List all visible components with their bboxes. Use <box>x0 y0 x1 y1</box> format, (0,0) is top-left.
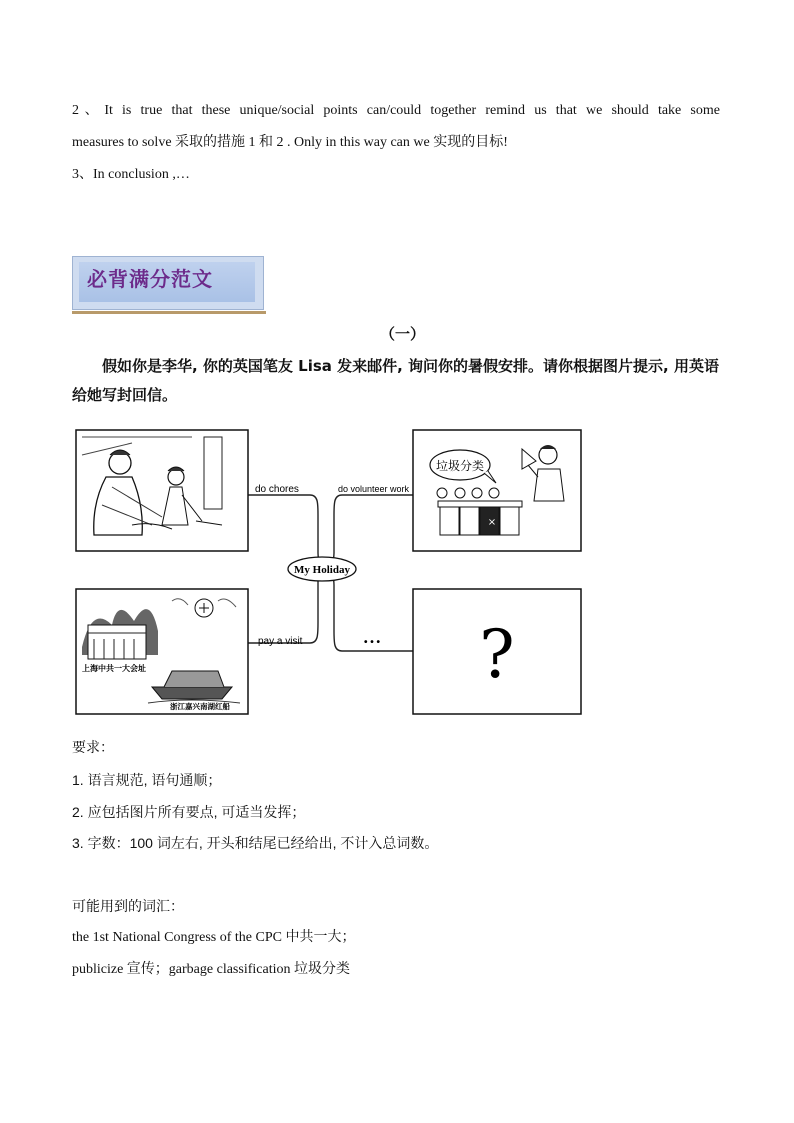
center-label: My Holiday <box>294 564 350 576</box>
center-node <box>288 557 356 581</box>
task-prompt: 假如你是李华, 你的英国笔友 Lisa 发来邮件, 询问你的暑假安排。请你根据图片提示, 用英语给她写封回信。 <box>72 357 719 404</box>
chores-picture <box>76 430 248 551</box>
question-mark: ? <box>479 616 515 693</box>
intro-line-3: 3、In conclusion ,… <box>72 167 190 182</box>
section-banner <box>72 256 264 310</box>
intro-line-2a: 2、It is true that these unique/social points can/could together remind us that we should take some <box>72 103 720 118</box>
volunteer-picture <box>413 430 581 551</box>
svg-text:×: × <box>487 517 497 528</box>
vocab-line-2: publicize 宣传；garbage classification 垃圾分类 <box>72 962 350 977</box>
banner-title: 必背满分范文 <box>87 267 213 291</box>
requirements-heading: 要求： <box>72 739 114 755</box>
vocab-heading: 可能用到的词汇： <box>72 898 184 914</box>
requirement-item: 1. 语言规范, 语句通顺； <box>72 772 222 788</box>
intro-line-2b: measures to solve 采取的措施 1 和 2 . Only in this way can we 实现的目标! <box>72 135 508 150</box>
caption-site-2: 浙江嘉兴南湖红船 <box>170 702 230 711</box>
vocab-line-1: the 1st National Congress of the CPC 中共一大； <box>72 930 356 945</box>
branch-label-chores: do chores <box>255 484 299 495</box>
branch-label-visit: pay a visit <box>258 636 303 647</box>
visit-picture <box>76 589 248 714</box>
branch-label-more: • • • <box>364 637 381 648</box>
section-number: （一） <box>380 327 426 343</box>
requirement-item: 2. 应包括图片所有要点, 可适当发挥； <box>72 804 306 820</box>
speech-bubble-text: 垃圾分类 <box>435 459 485 473</box>
requirement-item: 3. 字数：100 词左右, 开头和结尾已经给出, 不计入总词数。 <box>72 835 439 851</box>
mind-map-figure <box>72 425 588 720</box>
question-picture <box>413 589 581 714</box>
banner-underline <box>72 311 266 314</box>
branch-label-volunteer: do volunteer work <box>338 484 410 494</box>
caption-site-1: 上海中共一大会址 <box>82 664 146 673</box>
